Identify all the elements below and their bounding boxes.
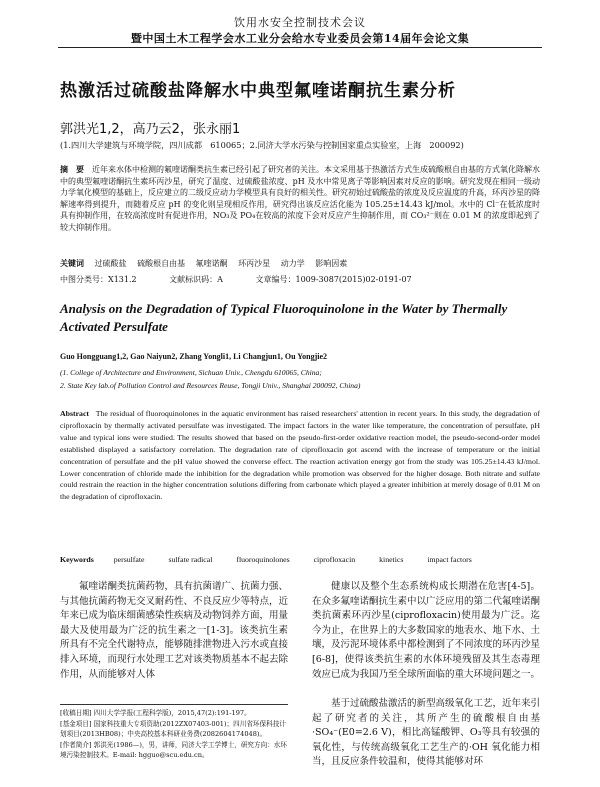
- body-paragraph: 健康以及整个生态系统构成长期潜在危害[4-5]。在众多氟喹诺酮抗生素中以广泛应用的第二代氟喹诺酮类抗菌素环丙沙星(ciprofloxacin)使用最为广泛。迄今为止，在世界上的大多数国家的地表水、地下水、土壤，及污泥环境体系中都检测到了不同浓度的环丙沙星[6-8]，使得该类抗生素的水体环境残留及其生态毒理效应已成为我国乃至全球所面临的重大环境问题之一。: [312, 581, 541, 680]
- chinese-abstract-label: 摘 要: [60, 164, 84, 174]
- classification-meta: [60, 274, 442, 285]
- english-keywords-label: Keywords: [60, 555, 94, 564]
- body-column-left: [60, 580, 288, 682]
- english-authors: Guo Hongguang1,2, Gao Naiyun2, Zhang Yongli1, Li Changjun1, Ou Yongjie2: [60, 352, 328, 361]
- keyword-cn: 氟喹诺酮: [195, 259, 228, 268]
- keyword-en: persulfate: [113, 555, 145, 564]
- footnotes: [60, 704, 288, 761]
- english-affiliation-1: (1. College of Architecture and Environment, Sichuan Univ., Chengdu 610065, China;: [60, 368, 322, 377]
- chinese-abstract-text: 近年来水体中检测的氟喹诺酮类抗生素已经引起了研究者的关注。本文采用基于热激活方式生成硫酸根自由基的方式氧化降解水中的典型氟喹诺酮抗生素环丙沙星，研究了温度、过硫酸盐浓度、pH 及水中常见离子等影响因素对反应的影响。研究发现在相同一级动力学氧化模型的基础上，反应建立的二级反应动力学模型具有良好的相关性。研究初始过硫酸盐的浓度及反应温度的升高，环丙沙星的降解速率得到提升，而随着反应 pH 的变化则呈现相反作用，研究得出该反应活化能为 105.25±14.43 kJ/mol。水中的 Cl⁻在低浓度时具有抑制作用，在较高浓度时有促进作用，NO₃及 PO₄在较高的浓度下会对反应产生抑制作用，而 CO₃²⁻则在 0.01 M 的浓度即起到了较大抑制作用。: [60, 165, 540, 232]
- keyword-en: impact factors: [427, 555, 472, 564]
- english-title: Analysis on the Degradation of Typical Fluoroquinolone in the Water by Thermally Activated Persulfate: [60, 301, 508, 334]
- keyword-en: kinetics: [379, 555, 404, 564]
- running-header-conference: 饮用水安全控制技术会议: [234, 16, 366, 29]
- keyword-cn: 过硫酸盐: [94, 259, 127, 268]
- keyword-cn: 环丙沙星: [238, 259, 271, 268]
- body-column-right: [312, 580, 540, 682]
- chinese-keywords-label: 关键词: [60, 258, 84, 268]
- keyword-en: sulfate radical: [168, 555, 213, 564]
- footnote-received: [收稿日期] 四川大学学报(工程科学版)，2015,47(2):191-197。: [60, 709, 251, 717]
- document-code: 文献标识码：A: [169, 275, 223, 284]
- article-number: 文章编号：1009-3087(2015)02-0191-07: [255, 275, 412, 284]
- keyword-cn: 硫酸根自由基: [137, 259, 186, 268]
- chinese-keywords: [60, 258, 355, 269]
- english-affiliation-2: 2. State Key lab.of Pollution Control and Resources Reuse, Tongji Univ., Shanghai 200092, China): [60, 381, 361, 390]
- english-keywords: [60, 555, 494, 564]
- body-paragraph: 基于过硫酸盐激活的新型高级氧化工艺，近年来引起了研究者的关注，其所产生的硫酸根自由基·SO₄⁻(E0=2.6 V)，相比高锰酸钾、O₃等具有较强的氧化性，与传统高级氧化工艺生产的·OH 氧化能力相当，且反应条件较温和，使得其能够对环: [312, 698, 541, 768]
- keyword-cn: 影响因素: [315, 259, 348, 268]
- keyword-cn: 动力学: [280, 259, 305, 268]
- running-header-subtitle: 暨中国土木工程学会水工业分会给水专业委员会第14届年会论文集: [130, 32, 470, 45]
- clc-number: 中图分类号：X131.2: [60, 275, 137, 284]
- english-abstract: [60, 408, 540, 503]
- body-column-right-2: [312, 697, 540, 770]
- english-abstract-label: Abstract: [60, 409, 90, 418]
- chinese-authors: 郭洪光1,2，高乃云2，张永丽1: [60, 122, 241, 137]
- chinese-title: 热激活过硫酸盐降解水中典型氟喹诺酮抗生素分析: [60, 81, 456, 101]
- keyword-en: ciprofloxacin: [313, 555, 356, 564]
- keyword-en: fluoroquinolones: [236, 555, 290, 564]
- header-rule: [58, 47, 542, 48]
- chinese-affiliation: (1.四川大学建筑与环境学院，四川成都 610065；2.同济大学水污染与控制国家重点实验室，上海 200092): [60, 140, 464, 150]
- footnote-author: [作者简介] 郭洪光(1986—)，男，讲师，同济大学工学博士，研究方向：水环境污染控制技术。E-mail: hgguo@scu.edu.cn。: [60, 740, 287, 760]
- english-abstract-text: The residual of fluoroquinolones in the aquatic environment has raised researchers' attention in recent years. In this study, the degradation of ciprofloxacin by thermally activated persulfate was investigated. The impact factors in the water like temperature, the concentration of persulfate, pH value and typical ions were studied. The results showed that based on the pseudo-first-order oxidative reaction model, the pseudo-second-order model established displayed a satisfactory correlation. The degradation rate of ciprofloxacin got ascend with the increase of temperature or the initial concentration of persulfate and the pH value showed the converse effect. The reaction activation energy got from the study was 105.25±14.43 kJ/mol. Lower concentration of chloride made the inhibition for the degradation while promotion was observed for the higher dosage. Both nitrate and sulfate could restrain the reaction in the higher concentration solutions differing from carbonate which played a greater inhibition at merely dosage of 0.01 M on the degradation of ciprofloxacin.: [60, 409, 540, 502]
- body-paragraph: 氟喹诺酮类抗菌药物，具有抗菌谱广、抗菌力强、与其他抗菌药物无交叉耐药性、不良反应少等特点，近年来已成为临床细菌感染性疾病及动物饲养方面，用量最大及使用最为广泛的抗生素之一[1-3]。该类抗生素所具有不完全代谢特点，能够随排泄物进入污水或直接排入环境，而现行水处理工艺对该类物质基本不起去除作用，从而能够对人体: [60, 581, 289, 680]
- chinese-abstract: [60, 164, 540, 234]
- footnote-funding: [基金项目] 国家科技重大专项资助(2012ZX07403-001)；四川省环保科技计划项目(2013HB08)；中央高校基本科研业务费(2082604174048)。: [60, 719, 286, 739]
